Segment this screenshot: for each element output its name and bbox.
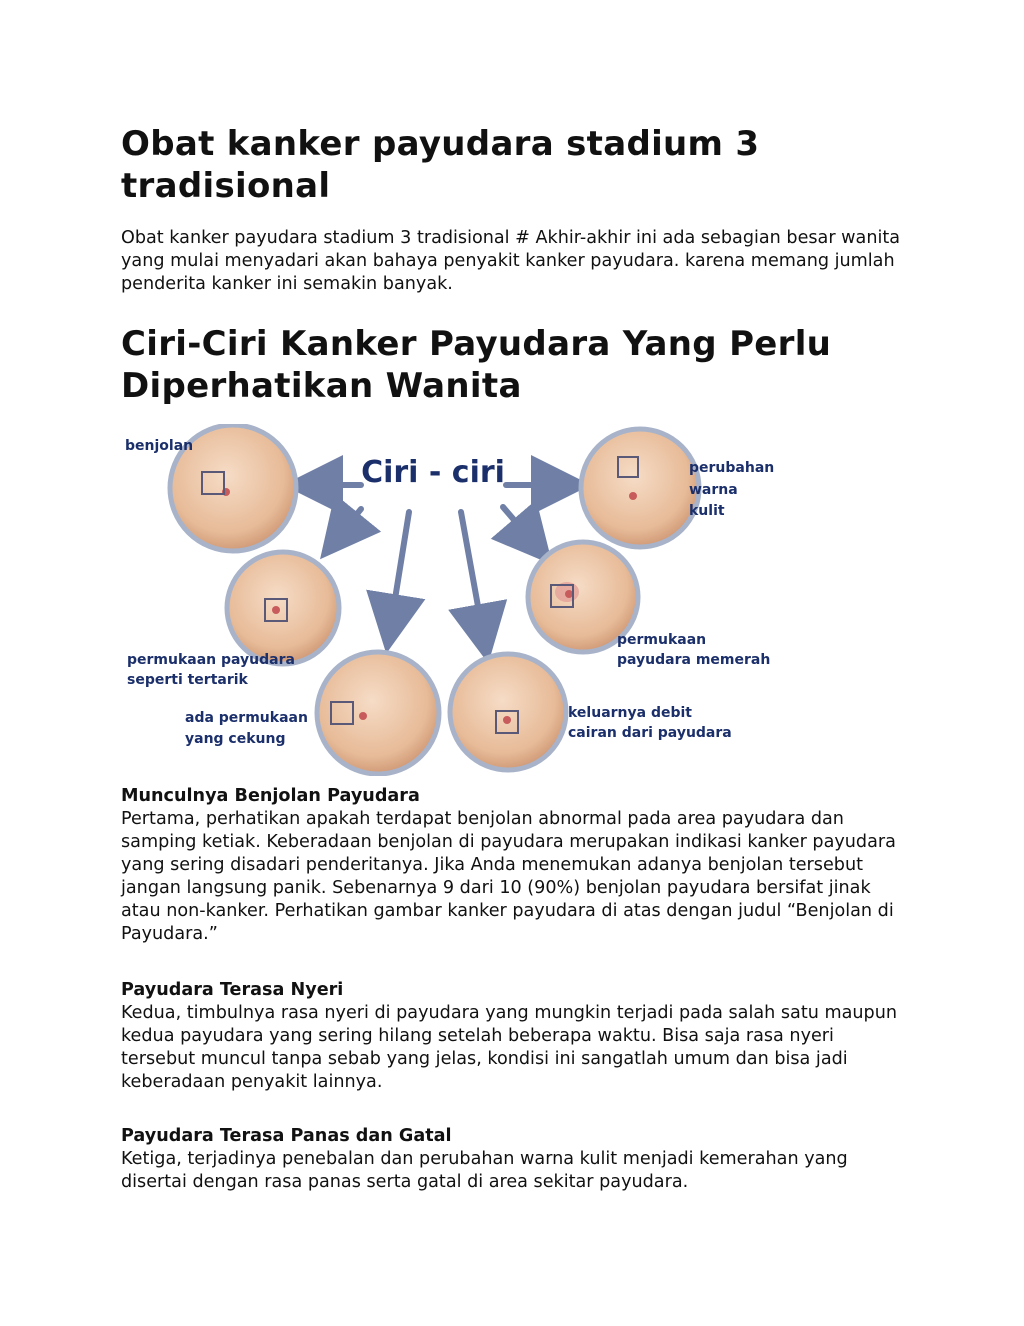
label-perubahan-3: kulit <box>689 503 725 519</box>
ciri-ciri-figure <box>121 424 791 776</box>
arrow-down-left <box>339 509 361 536</box>
breast-cekung <box>317 652 439 774</box>
center-label: Ciri - ciri <box>361 455 505 490</box>
label-benjolan: benjolan <box>125 438 194 454</box>
intro-paragraph: Obat kanker payudara stadium 3 tradisional # Akhir-akhir ini ada sebagian besar wanita yang mulai menyadari akan bahaya penyakit kanker payudara. karena memang jumlah penderita kanker ini semakin banyak. <box>121 228 901 294</box>
section-benjolan <box>121 785 911 946</box>
arrows <box>313 485 561 634</box>
section-body: Ketiga, terjadinya penebalan dan perubahan warna kulit menjadi kemerahan yang disertai dengan rasa panas serta gatal di area sekitar payudara. <box>121 1149 848 1192</box>
label-debit-1: keluarnya debit <box>568 705 692 721</box>
page-title: Obat kanker payudara stadium 3 tradisional <box>121 124 760 206</box>
label-perubahan-1: perubahan <box>689 460 775 476</box>
section-body: Kedua, timbulnya rasa nyeri di payudara yang mungkin terjadi pada salah satu maupun kedua payudara yang sering hilang setelah beberapa waktu. Bisa saja rasa nyeri tersebut muncul tanpa sebab yang jelas, kondisi ini sangatlah umum dan bisa jadi keberadaan penyakit lainnya. <box>121 1003 897 1092</box>
breast-debit <box>450 654 566 770</box>
section-panas-gatal <box>121 1125 911 1194</box>
section-title: Munculnya Benjolan Payudara <box>121 786 420 806</box>
breast-perubahan-warna <box>581 429 699 547</box>
section-body: Pertama, perhatikan apakah terdapat benjolan abnormal pada area payudara dan samping ketiak. Keberadaan benjolan di payudara merupakan indikasi kanker payudara yang sering disadari penderitanya. Jika Anda menemukan adanya benjolan tersebut jangan langsung panik. Sebenarnya 9 dari 10 (90%) benjolan payudara bersifat jinak atau non-kanker. Perhatikan gambar kanker payudara di atas dengan judul “Benjolan di Payudara.” <box>121 809 896 944</box>
section-nyeri <box>121 979 911 1094</box>
label-memerah-2: payudara memerah <box>617 652 771 668</box>
arrow-down-right <box>503 507 533 542</box>
arrow-down-center-left <box>391 512 409 624</box>
label-tertarik-1: permukaan payudara <box>127 652 295 668</box>
label-cekung-1: ada permukaan <box>185 710 308 726</box>
arrow-down-center-right <box>461 512 483 634</box>
label-memerah-1: permukaan <box>617 632 707 648</box>
section-title: Payudara Terasa Panas dan Gatal <box>121 1126 452 1146</box>
label-cekung-2: yang cekung <box>185 731 286 747</box>
section-title: Payudara Terasa Nyeri <box>121 980 344 1000</box>
section-heading: Ciri-Ciri Kanker Payudara Yang Perlu Diperhatikan Wanita <box>121 324 832 406</box>
label-perubahan-2: warna <box>689 482 738 498</box>
label-debit-2: cairan dari payudara <box>568 725 732 741</box>
breast-tertarik <box>227 552 339 664</box>
label-tertarik-2: seperti tertarik <box>127 672 248 688</box>
